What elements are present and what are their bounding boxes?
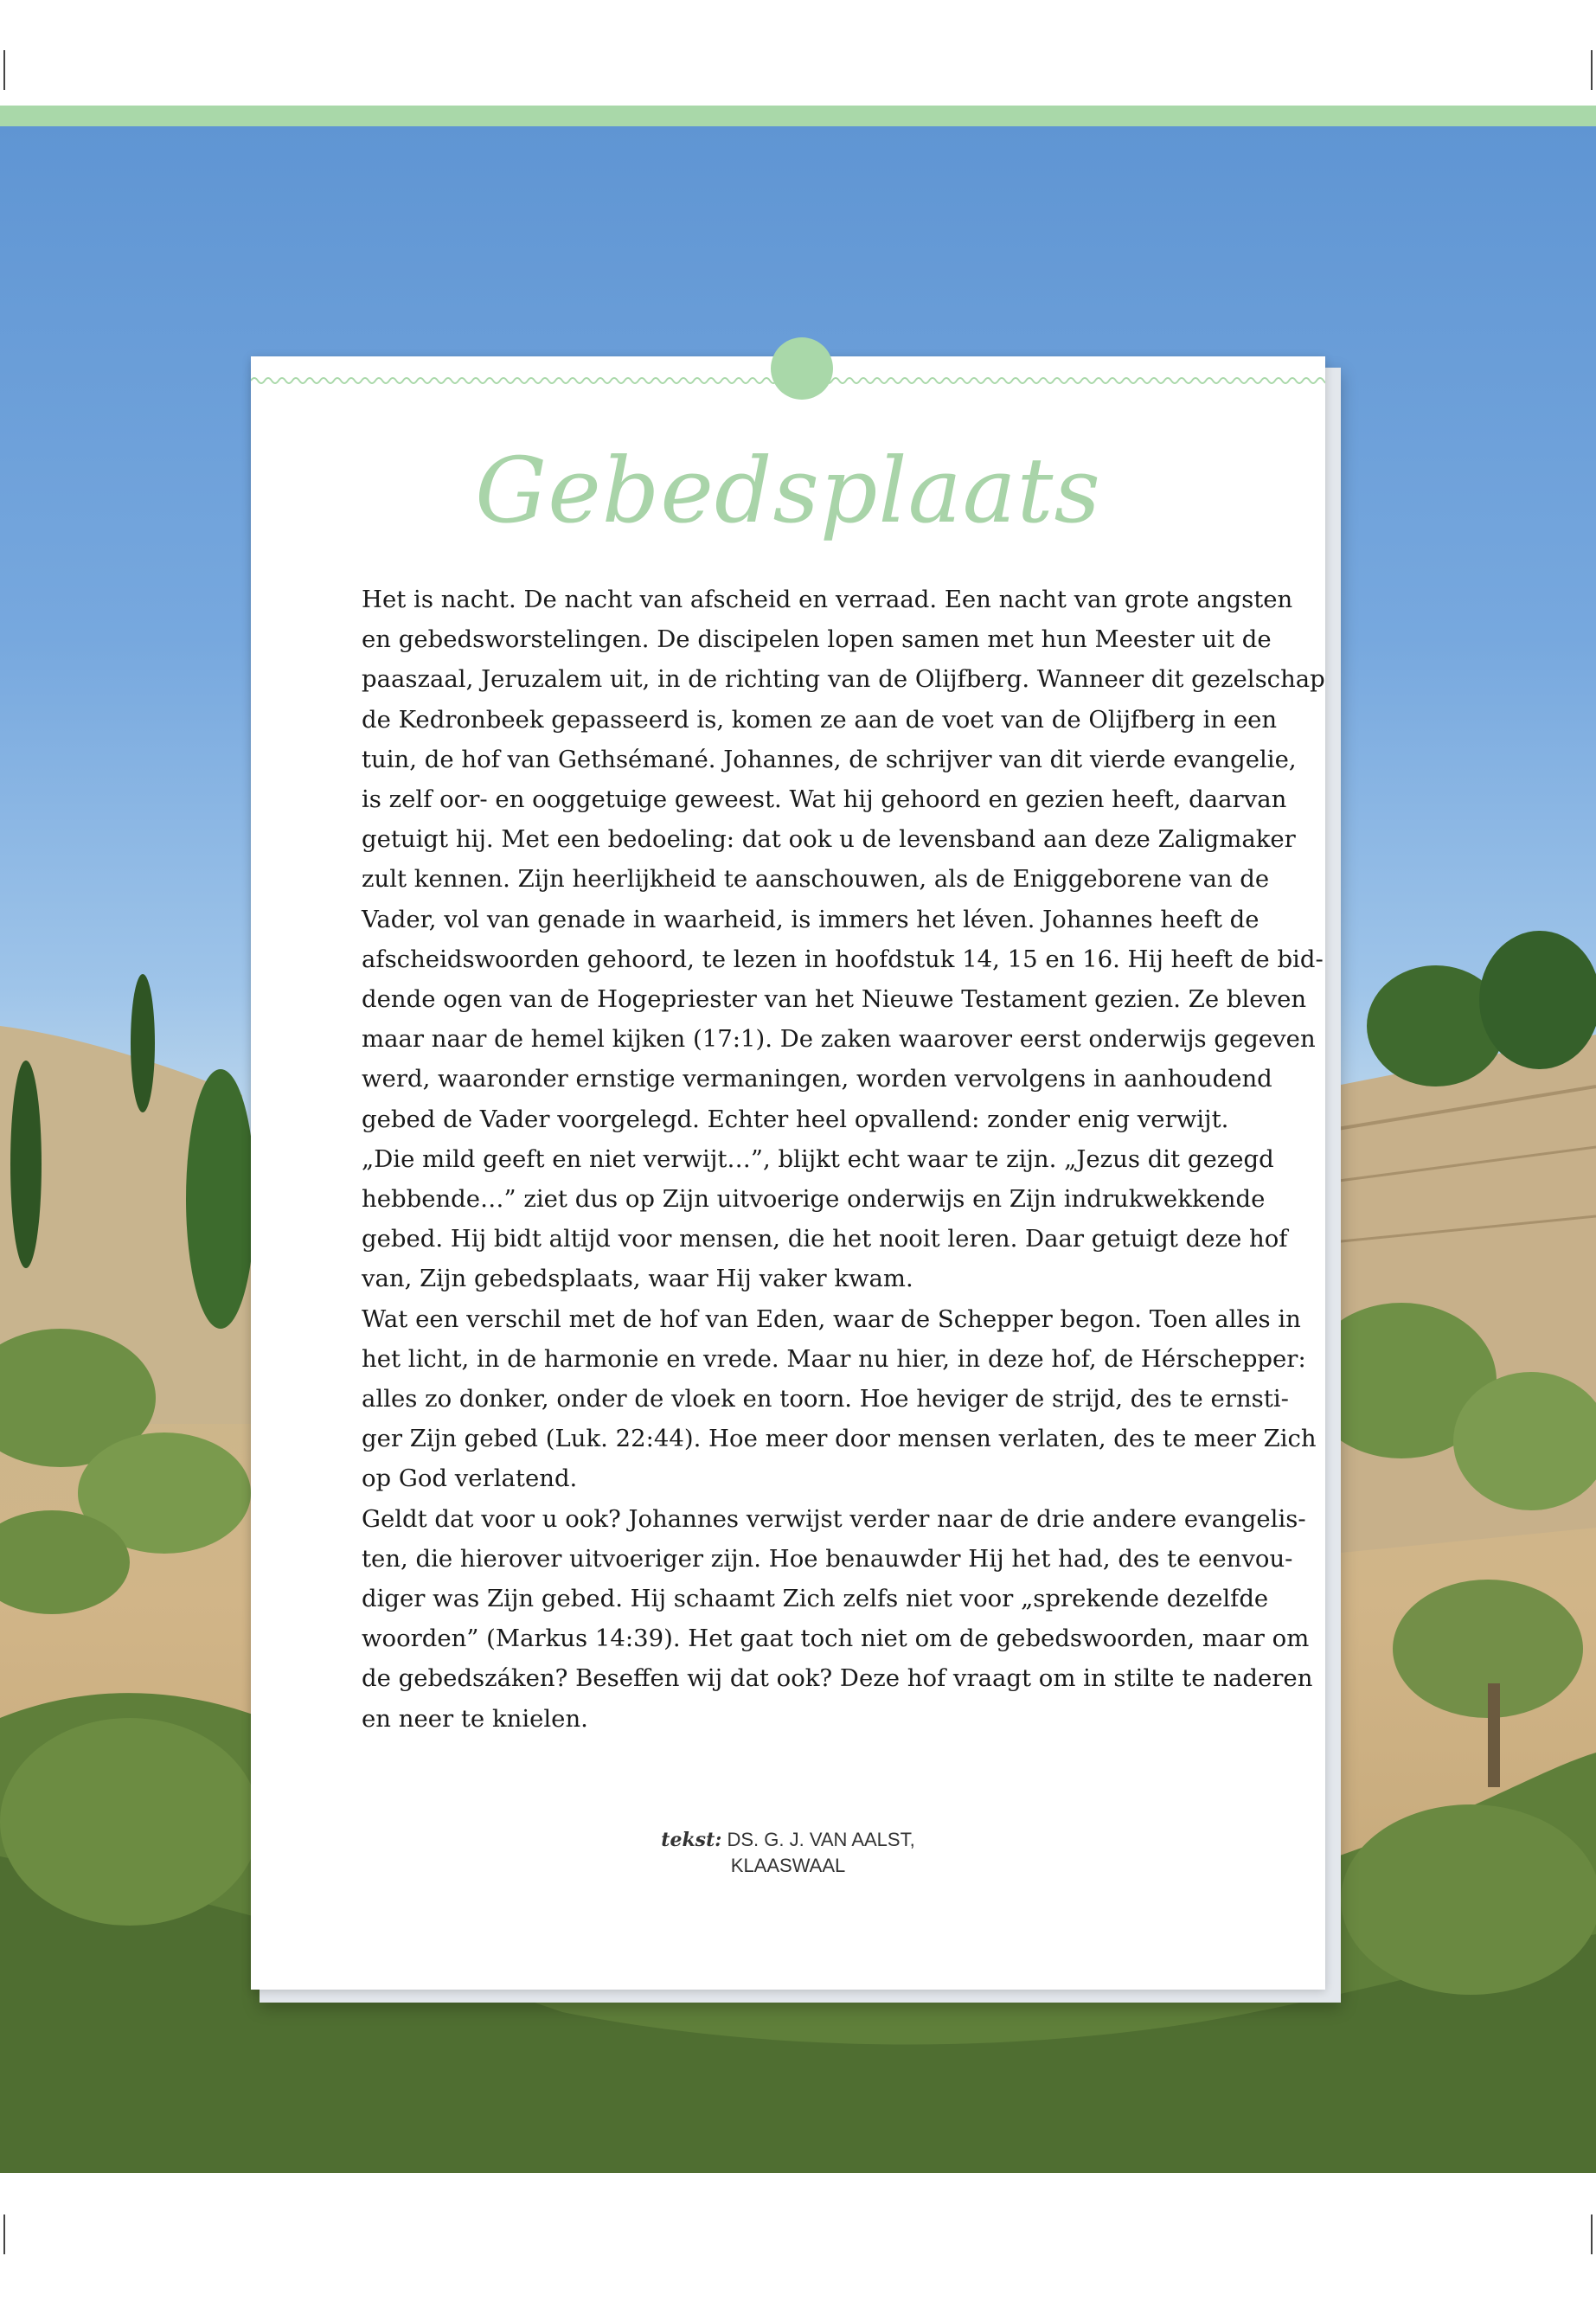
article-body <box>362 580 1325 1739</box>
body-line: en neer te knielen. <box>362 1704 588 1733</box>
body-line: Wat een verschil met de hof van Eden, waar de Schepper begon. Toen alles in <box>362 1304 1301 1333</box>
body-line: tuin, de hof van Gethsémané. Johannes, de schrijver van dit vierde evangelie, <box>362 745 1297 773</box>
body-line: Het is nacht. De nacht van afscheid en verraad. Een nacht van grote angsten <box>362 586 1293 613</box>
accent-dot <box>771 337 833 400</box>
body-line: ger Zijn gebed (Luk. 22:44). Hoe meer door mensen verlaten, des te meer Zich <box>362 1425 1317 1453</box>
body-line: van, Zijn gebedsplaats, waar Hij vaker kwam. <box>362 1265 913 1293</box>
body-line: en gebedsworstelingen. De discipelen lopen samen met hun Meester uit de <box>362 625 1272 654</box>
body-line: gebed. Hij bidt altijd voor mensen, die het nooit leren. Daar getuigt deze hof <box>362 1225 1288 1253</box>
article-card <box>251 356 1325 1990</box>
body-line: zult kennen. Zijn heerlijkheid te aanschouwen, als de Eniggeborene van de <box>362 865 1270 894</box>
body-line: het licht, in de harmonie en vrede. Maar nu hier, in deze hof, de Hérschepper: <box>362 1344 1306 1373</box>
body-line: afscheidswoorden gehoord, te lezen in hoofdstuk 14, 15 en 16. Hij heeft de bid- <box>362 945 1324 973</box>
credit-label: tekst: <box>661 1829 722 1851</box>
crop-mark-top-right <box>1591 50 1593 90</box>
credit-place: KLAASWAAL <box>730 1855 846 1876</box>
crop-mark-top-left <box>3 50 5 90</box>
body-line: de gebedszáken? Beseffen wij dat ook? Deze hof vraagt om in stilte te naderen <box>362 1664 1313 1693</box>
body-line: woorden” (Markus 14:39). Het gaat toch niet om de gebedswoorden, maar om <box>362 1625 1310 1653</box>
body-line: dende ogen van de Hogepriester van het Nieuwe Testament gezien. Ze bleven <box>362 985 1307 1014</box>
credit-author: DS. G. J. VAN AALST, <box>727 1829 915 1850</box>
body-line: „Die mild geeft en niet verwijt…”, blijkt echt waar te zijn. „Jezus dit gezegd <box>362 1144 1274 1173</box>
body-line: de Kedronbeek gepasseerd is, komen ze aan de voet van de Olijfberg in een <box>362 705 1278 734</box>
crop-mark-bottom-left <box>3 2214 5 2254</box>
top-accent-bar <box>0 106 1596 126</box>
crop-mark-bottom-right <box>1591 2214 1593 2254</box>
body-line: diger was Zijn gebed. Hij schaamt Zich zelfs niet voor „sprekende dezelfde <box>362 1585 1269 1613</box>
body-line: alles zo donker, onder de vloek en toorn. Hoe heviger de strijd, des te ernsti- <box>362 1385 1289 1413</box>
author-credit <box>251 1827 1325 1879</box>
body-line: hebbende…” ziet dus op Zijn uitvoerige onderwijs en Zijn indrukwekkende <box>362 1185 1266 1214</box>
body-line: maar naar de hemel kijken (17:1). De zaken waarover eerst onderwijs gegeven <box>362 1025 1316 1054</box>
article-title: Gebedsplaats <box>475 438 1101 543</box>
body-line: ten, die hierover uitvoeriger zijn. Hoe benauwder Hij het had, des te eenvou- <box>362 1544 1293 1573</box>
body-line: Vader, vol van genade in waarheid, is immers het léven. Johannes heeft de <box>362 905 1259 933</box>
body-line: paaszaal, Jeruzalem uit, in de richting van de Olijfberg. Wanneer dit gezelschap <box>362 665 1325 694</box>
body-line: Geldt dat voor u ook? Johannes verwijst verder naar de drie andere evangelis- <box>362 1504 1306 1533</box>
body-line: werd, waaronder ernstige vermaningen, worden vervolgens in aanhoudend <box>362 1065 1272 1093</box>
body-line: gebed de Vader voorgelegd. Echter heel opvallend: zonder enig verwijt. <box>362 1105 1229 1133</box>
body-line: op God verlatend. <box>362 1465 578 1493</box>
body-line: getuigt hij. Met een bedoeling: dat ook u de levensband aan deze Zaligmaker <box>362 825 1296 854</box>
body-line: is zelf oor- en ooggetuige geweest. Wat hij gehoord en gezien heeft, daarvan <box>362 785 1287 814</box>
